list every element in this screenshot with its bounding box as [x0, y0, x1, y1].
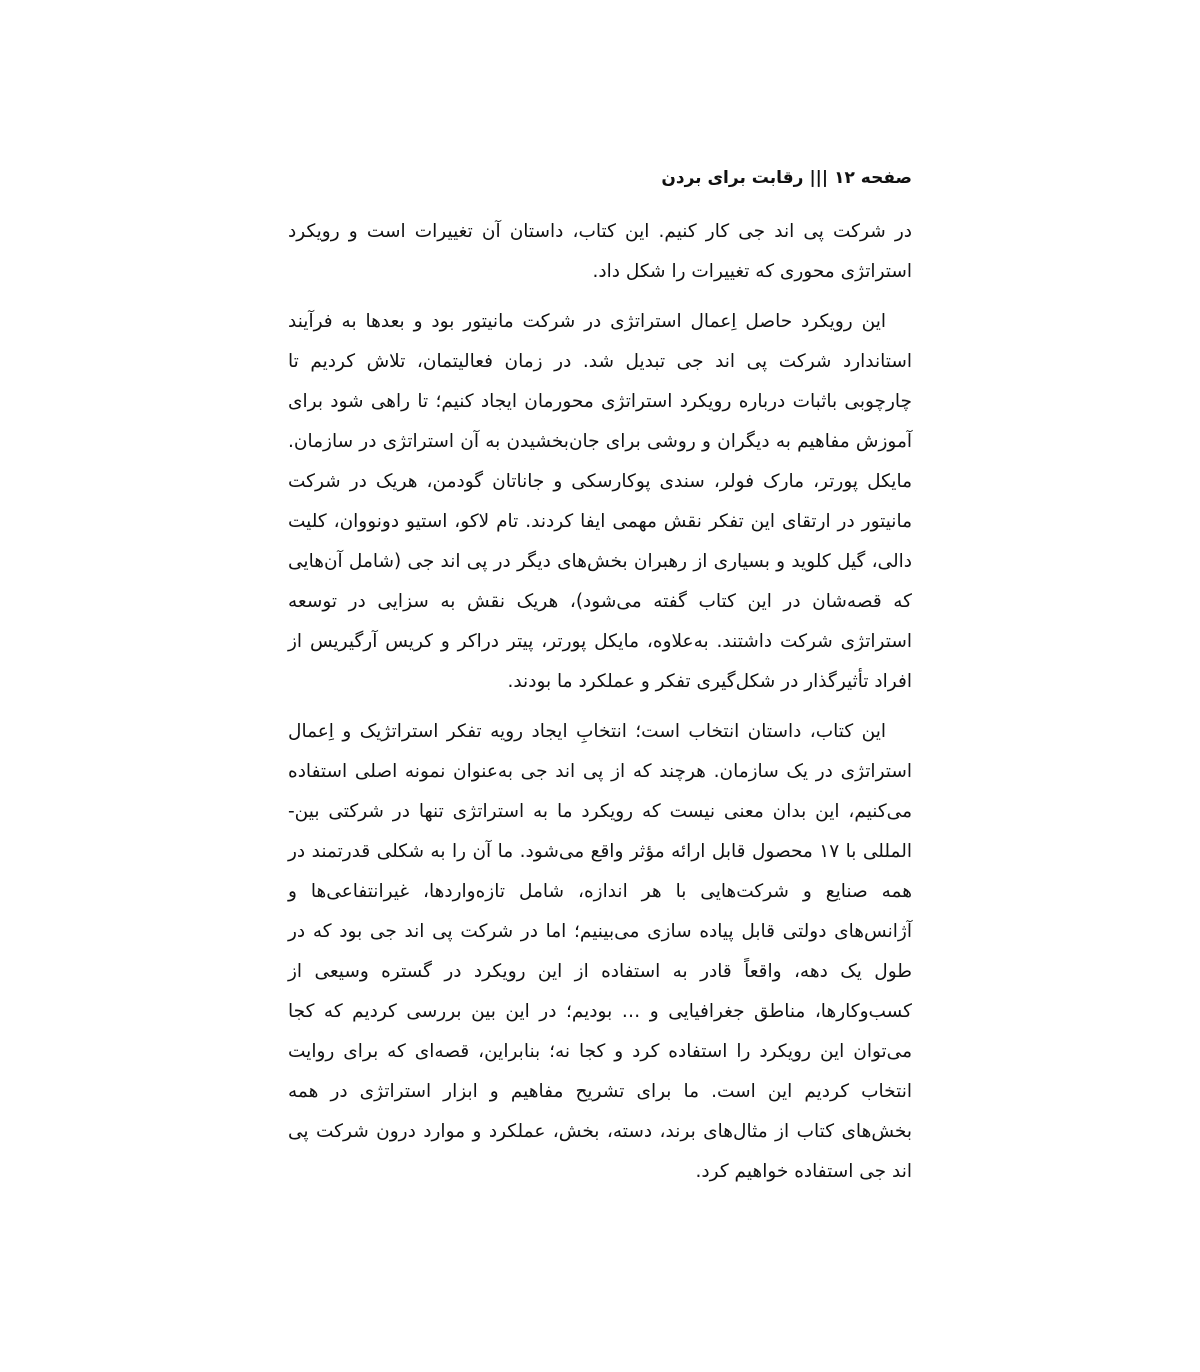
running-header	[661, 163, 912, 193]
paragraph-2: این رویکرد حاصل اِعمال استراتژی در شرکت مانیتور بود و بعدها به فرآیند استاندارد شرکت پی اند جی تبدیل شد. در زمان فعالیتمان، تلاش کردیم تا چارچوبی باثبات درباره رویکرد استراتژی محورمان ایجاد کنیم؛ تا راهی شود برای آموزش مفاهیم به دیگران و روشی برای جان‌بخشیدن به آن استراتژی در سازمان. مایکل پورتر، مارک فولر، سندی پوکارسکی و جاناتان گودمن، هریک در شرکت مانیتور در ارتقای این تفکر نقش مهمی ایفا کردند. تام لاکو، استیو دونووان، کلیت دالی، گیل کلوید و بسیاری از رهبران بخش‌های دیگر در پی اند جی (شامل آن‌هایی که قصه‌شان در این کتاب گفته می‌شود)، هریک نقش به سزایی در توسعه استراتژی شرکت داشتند. به‌علاوه، مایکل پورتر، پیتر دراکر و کریس آرگیریس از افراد تأثیرگذار در شکل‌گیری تفکر و عملکرد ما بودند.	[288, 311, 912, 692]
page-number-label: صفحه ۱۲	[834, 168, 912, 188]
paragraph-1: در شرکت پی اند جی کار کنیم. این کتاب، داستان آن تغییرات است و رویکرد استراتژی محوری که تغییرات را شکل داد.	[288, 221, 912, 282]
book-title: رقابت برای بردن	[661, 168, 804, 188]
body-text	[288, 212, 912, 1192]
paragraph-3: این کتاب، داستان انتخاب است؛ انتخابِ ایجاد رویه تفکر استراتژیک و اِعمال استراتژی در یک سازمان. هرچند که از پی اند جی به‌عنوان نمونه اصلی استفاده می‌کنیم، این بدان معنی نیست که رویکرد ما به استراتژی تنها در شرکتی بین-المللی با ۱۷ محصول قابل ارائه مؤثر واقع می‌شود. ما آن را به شکلی قدرتمند در همه صنایع و شرکت‌هایی با هر اندازه، شامل تازه‌واردها، غیرانتفاعی‌ها و آژانس‌های دولتی قابل پیاده سازی می‌بینیم؛ اما در شرکت پی اند جی بود که در طول یک دهه، واقعاً قادر به استفاده از این رویکرد در گستره وسیعی از کسب‌وکارها، مناطق جغرافیایی و … بودیم؛ در این بین بررسی کردیم که کجا می‌توان این رویکرد را استفاده کرد و کجا نه؛ بنابراین، قصه‌ای که برای روایت انتخاب کردیم این است. ما برای تشریح مفاهیم و ابزار استراتژی در همه بخش‌های کتاب از مثال‌های برند، دسته، بخش، عملکرد و موارد درون شرکت پی اند جی استفاده خواهیم کرد.	[288, 721, 913, 1182]
header-separator: |||	[809, 168, 829, 188]
